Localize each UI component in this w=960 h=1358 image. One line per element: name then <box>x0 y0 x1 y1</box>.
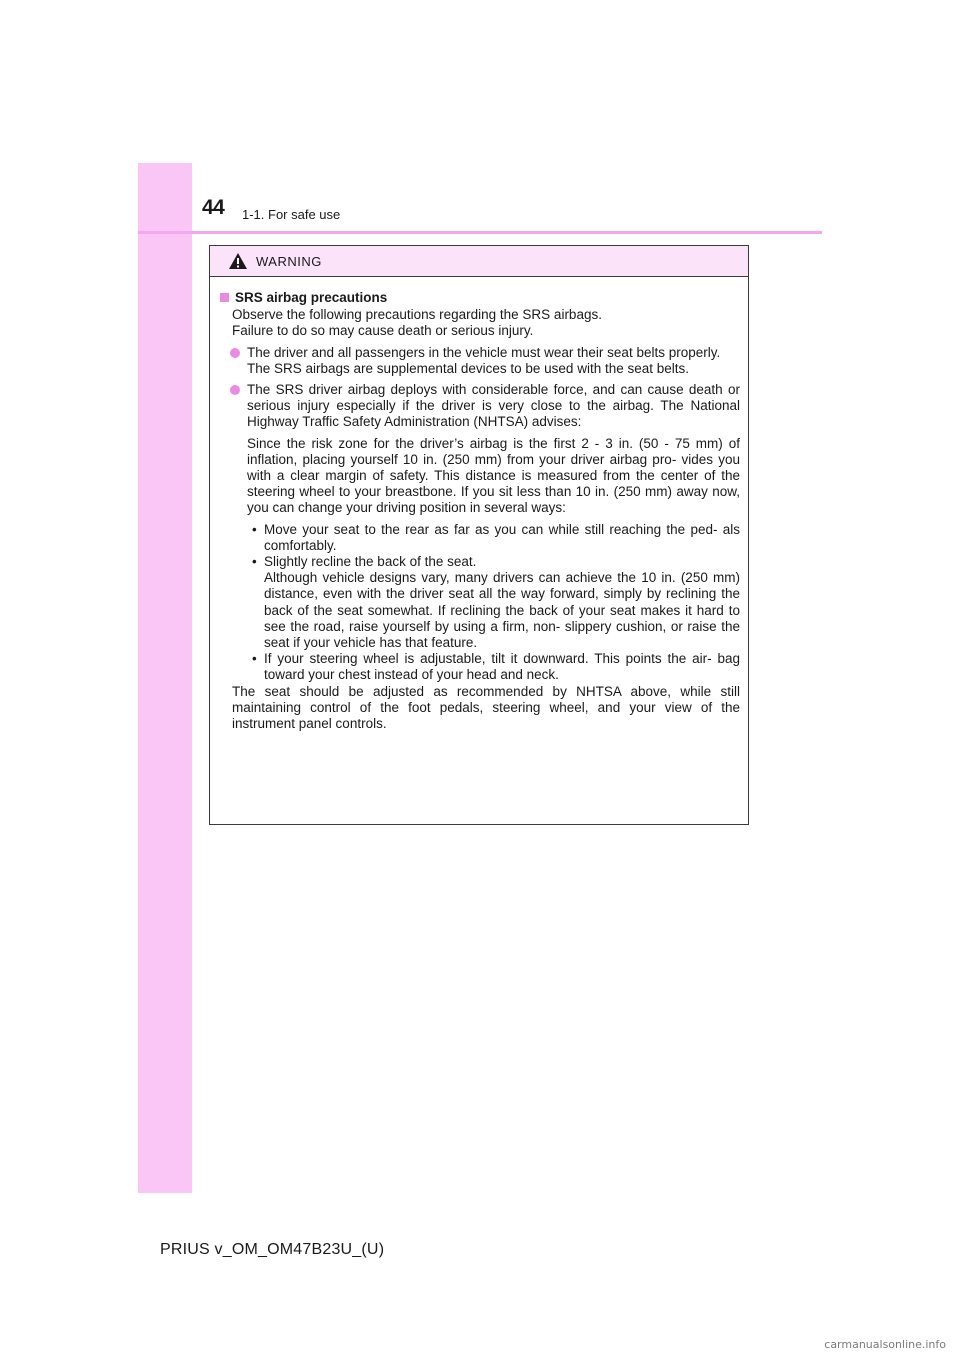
circle-bullet-item-2 <box>230 382 740 431</box>
warning-label: WARNING <box>256 253 322 269</box>
header-rule <box>138 231 822 234</box>
dot-item-2-line-1: Slightly recline the back of the seat. <box>264 554 477 570</box>
intro-line-1: Observe the following precautions regarding the SRS airbags. <box>232 307 602 323</box>
bullet2-text: The SRS driver airbag deploys with considerable force, and can cause death or serious injury especially if the driver is very close to the airbag. The National Highway Traffic Safety Administration (NHTSA) advises: <box>247 382 740 430</box>
warning-triangle-icon <box>228 252 248 270</box>
section-heading <box>218 290 740 306</box>
dot-bullet-icon: • <box>252 554 257 570</box>
circle-bullet-icon <box>230 385 240 395</box>
dot-item-1-text: Move your seat to the rear as far as you can while still reaching the ped- als comfortably. <box>264 521 740 553</box>
section-title: 1-1. For safe use <box>242 207 341 222</box>
closing-paragraph: The seat should be adjusted as recommended by NHTSA above, while still maintaining control of the foot pedals, steering wheel, and your view of the instrument panel controls. <box>232 683 740 732</box>
bullet1-line-2: The SRS airbags are supplemental devices to be used with the seat belts. <box>247 360 689 376</box>
square-bullet-icon <box>220 293 229 302</box>
dot-bullet-icon: • <box>252 521 257 537</box>
warning-body <box>210 277 748 732</box>
dot-item-3 <box>252 651 740 683</box>
intro-line-2: Failure to do so may cause death or serious injury. <box>232 323 534 339</box>
dot-bullet-icon: • <box>252 651 257 667</box>
bullet1-line-1: The driver and all passengers in the vehicle must wear their seat belts properly. <box>247 344 721 360</box>
document-footer: PRIUS v_OM_OM47B23U_(U) <box>160 1241 385 1258</box>
watermark-link[interactable]: carmanualsonline.info <box>824 1338 946 1351</box>
page-number: 44 <box>202 196 225 219</box>
dot-item-2-line-2: Although vehicle designs vary, many drivers can achieve the 10 in. (250 mm) distance, even with the driver seat all the way forward, simply by reclining the back of the seat somewhat. If reclining the back of your seat makes it hard to see the road, raise yourself by using a firm, non- slippery cushion, or raise the seat if your vehicle has that feature. <box>264 570 740 651</box>
heading-text: SRS airbag precautions <box>235 290 388 305</box>
chapter-side-tab <box>138 163 192 1193</box>
dot-item-2 <box>252 554 740 651</box>
circle-bullet-icon <box>230 348 240 358</box>
dot-item-3-text: If your steering wheel is adjustable, tilt it downward. This points the air- bag toward your chest instead of your head and neck. <box>264 651 740 683</box>
warning-box <box>209 245 749 825</box>
dot-item-1 <box>252 522 740 554</box>
nhtsa-paragraph: Since the risk zone for the driver’s airbag is the first 2 - 3 in. (50 - 75 mm) of inflation, placing yourself 10 in. (250 mm) from your driver airbag pro- vides you with a clear margin of safety. This distance is measured from the center of the steering wheel to your breastbone. If you sit less than 10 in. (250 mm) away now, you can change your driving position in several ways: <box>247 435 740 516</box>
warning-header <box>210 246 748 277</box>
circle-bullet-item-1 <box>230 345 740 377</box>
